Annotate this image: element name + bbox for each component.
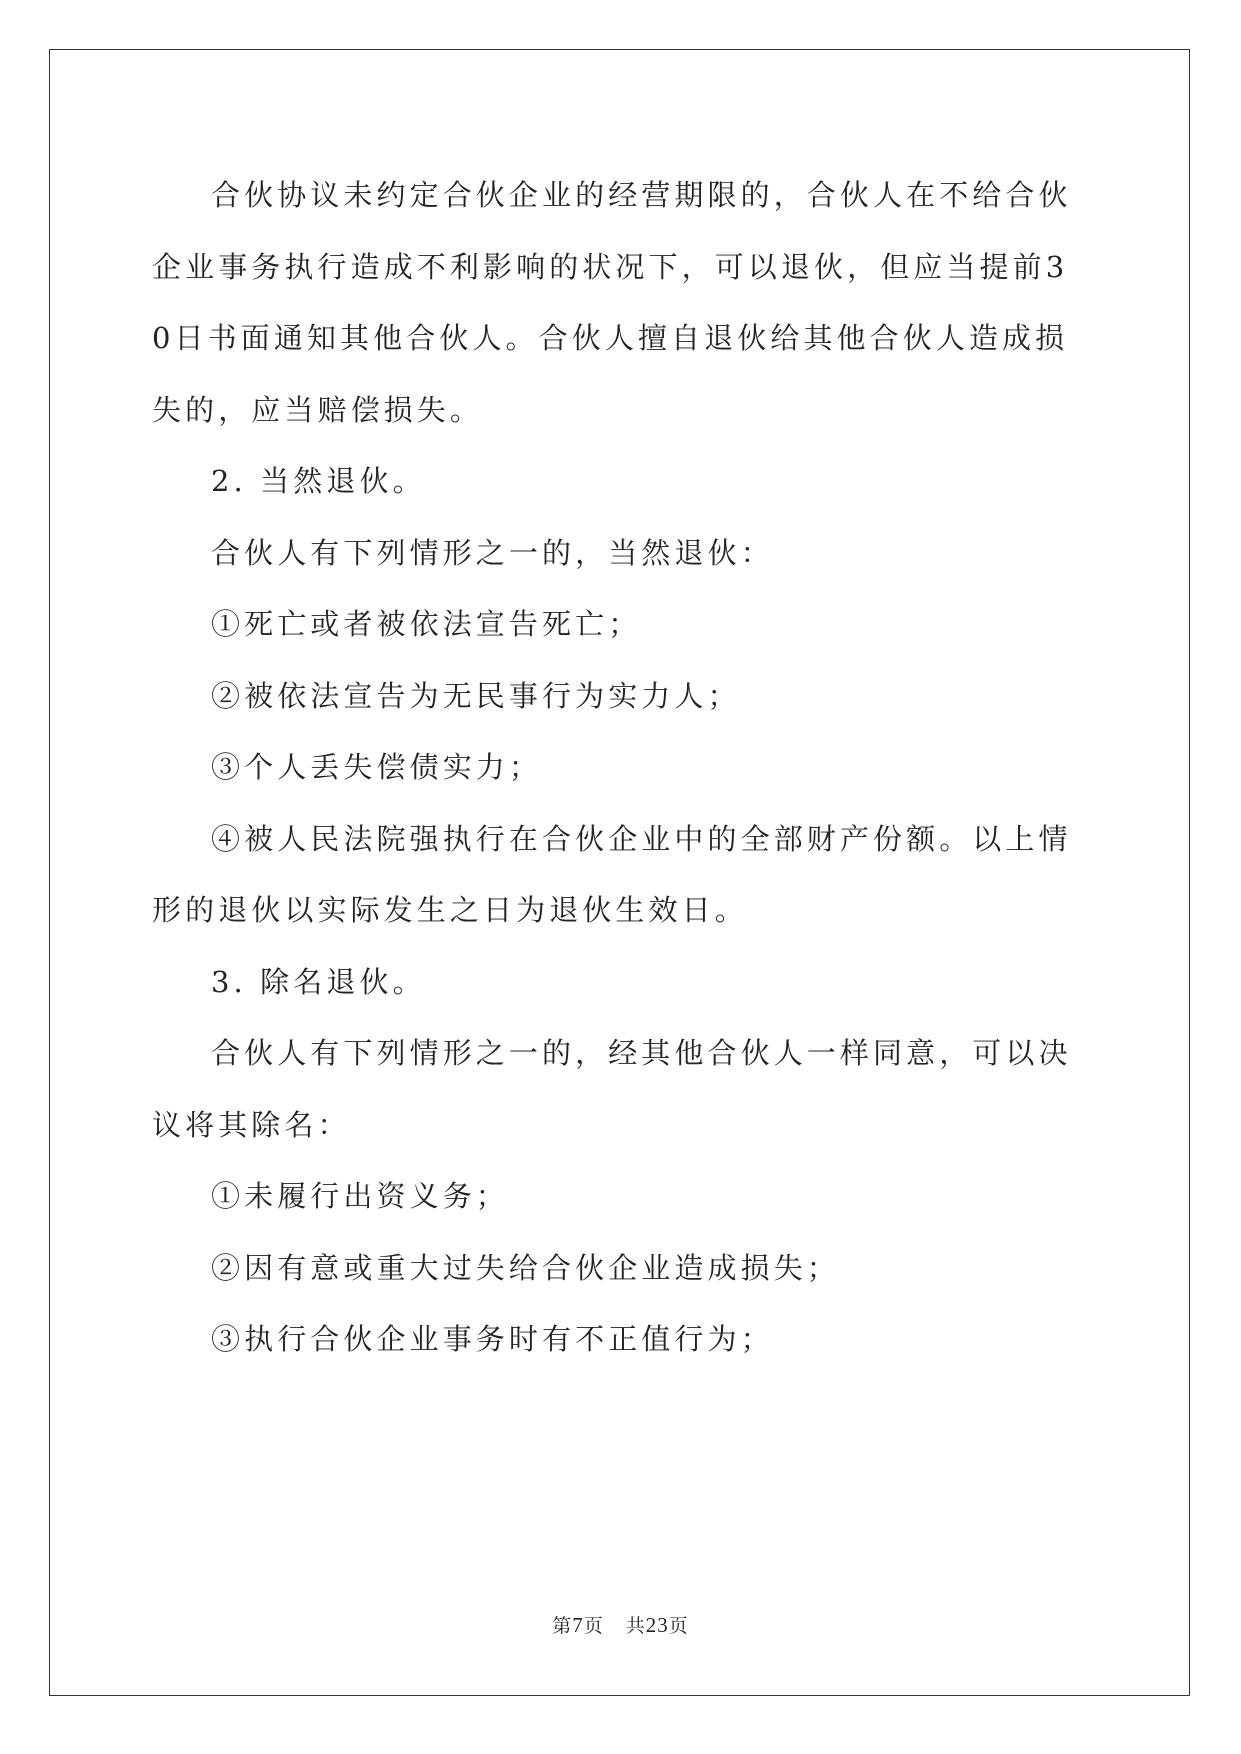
total-pages: 23: [645, 1613, 669, 1637]
list-item-negligence: ②因有意或重大过失给合伙企业造成损失；: [211, 1250, 840, 1285]
list-item-incapacity: ②被依法宣告为无民事行为实力人；: [211, 678, 741, 713]
list-item-enforcement: ④被人民法院强执行在合伙企业中的全部财产份额。以上情形的退伙以实际发生之日为退伙生效日。: [152, 821, 1072, 927]
heading-automatic-withdrawal: 2. 当然退伙。: [211, 464, 426, 498]
list-item-no-contribution: ①未履行出资义务；: [211, 1179, 509, 1213]
list-item-insolvency: ③个人丢失偿债实力；: [211, 750, 543, 784]
document-body: [152, 160, 1087, 1376]
heading-expulsion: 3. 除名退伙。: [211, 964, 426, 999]
list-item-misconduct: ③执行合伙企业事务时有不正值行为；: [211, 1322, 774, 1356]
total-suffix: 页: [668, 1615, 689, 1637]
paragraph-automatic-conditions: 合伙人有下列情形之一的，当然退伙：: [211, 535, 774, 570]
paragraph-expulsion-conditions: 合伙人有下列情形之一的，经其他合伙人一样同意，可以决议将其除名：: [152, 1036, 1072, 1142]
page-prefix: 第: [552, 1615, 573, 1637]
total-prefix: 共: [625, 1615, 646, 1637]
paragraph-withdrawal-notice: 合伙协议未约定合伙企业的经营期限的，合伙人在不给合伙企业事务执行造成不利影响的状况下，可以退伙，但应当提前30日书面通知其他合伙人。合伙人擅自退伙给其他合伙人造成损失的，应当赔偿损失。: [152, 178, 1072, 427]
page-suffix: 页: [583, 1615, 604, 1637]
page-number: 7: [572, 1613, 584, 1637]
list-item-death: ①死亡或者被依法宣告死亡；: [211, 607, 642, 641]
page-footer: [0, 1611, 1241, 1638]
